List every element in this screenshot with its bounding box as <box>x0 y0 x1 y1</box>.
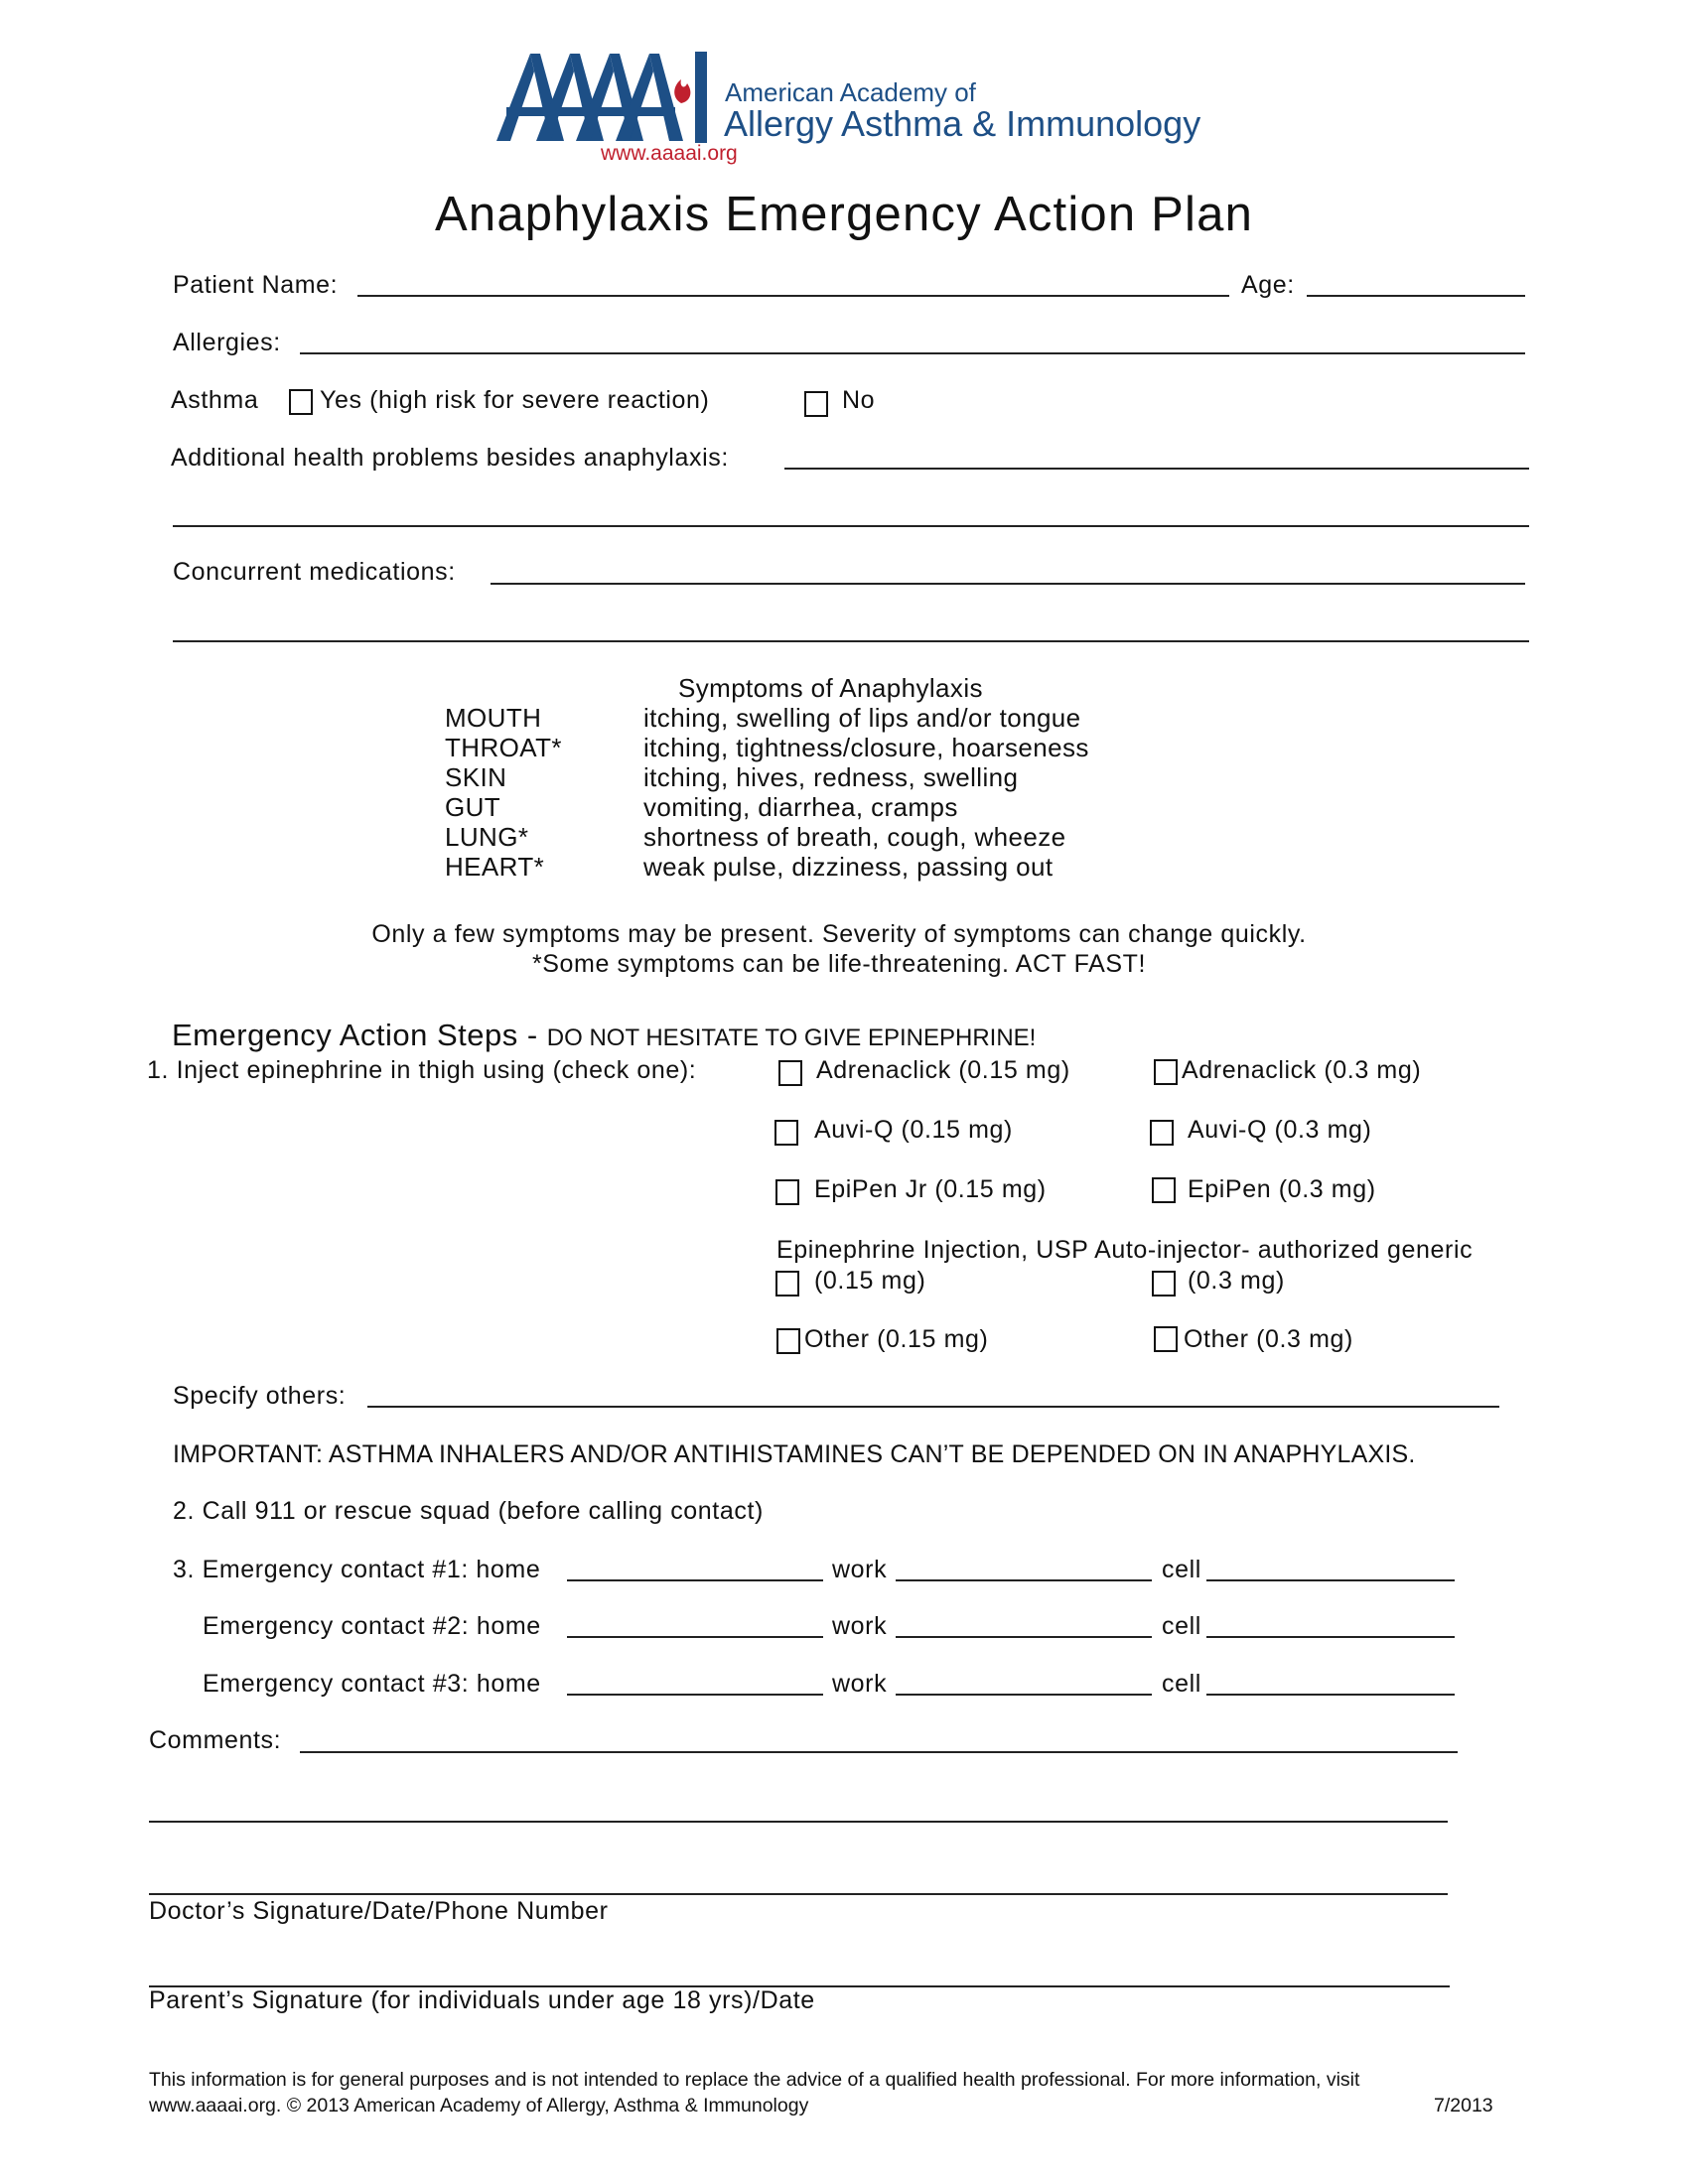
footer-date: 7/2013 <box>1434 2095 1493 2116</box>
contact-3-label: Emergency contact #3: home <box>203 1670 541 1698</box>
contact-2-cell-field[interactable] <box>1206 1636 1455 1638</box>
important-warning: IMPORTANT: ASTHMA INHALERS AND/OR ANTIHISTAMINES CAN’T BE DEPENDED ON IN ANAPHYLAXIS. <box>173 1440 1416 1468</box>
additional-health-field-line2[interactable] <box>173 525 1529 527</box>
generic-auto-injector-label: Epinephrine Injection, USP Auto-injector- authorized generic <box>776 1236 1474 1264</box>
adrenaclick-015-checkbox[interactable] <box>778 1060 802 1086</box>
contact-3-home-field[interactable] <box>567 1694 823 1696</box>
additional-health-label: Additional health problems besides anaphylaxis: <box>171 444 729 472</box>
symptom-description: itching, hives, redness, swelling <box>643 762 1019 792</box>
contact-1-cell-field[interactable] <box>1206 1579 1455 1581</box>
epipen-03-checkbox[interactable] <box>1152 1177 1176 1203</box>
symptom-description: itching, swelling of lips and/or tongue <box>643 703 1081 733</box>
contact-1-work-label: work <box>832 1556 888 1583</box>
contact-1-label: 3. Emergency contact #1: home <box>173 1556 541 1583</box>
epipen-03-label: EpiPen (0.3 mg) <box>1188 1175 1376 1203</box>
contact-3-cell-field[interactable] <box>1206 1694 1455 1696</box>
symptom-description: itching, tightness/closure, hoarseness <box>643 733 1089 762</box>
allergies-label: Allergies: <box>173 329 281 356</box>
adrenaclick-03-label: Adrenaclick (0.3 mg) <box>1182 1056 1422 1084</box>
auvi-q-03-label: Auvi-Q (0.3 mg) <box>1188 1116 1372 1144</box>
step-2-label: 2. Call 911 or rescue squad (before calling contact) <box>173 1497 764 1525</box>
other-03-checkbox[interactable] <box>1154 1326 1178 1352</box>
symptoms-note-2: *Some symptoms can be life-threatening. ACT FAST! <box>531 950 1147 978</box>
other-015-checkbox[interactable] <box>776 1328 800 1354</box>
asthma-no-checkbox[interactable] <box>804 391 828 417</box>
symptom-area: GUT <box>445 792 501 822</box>
contact-2-cell-label: cell <box>1162 1612 1201 1640</box>
concurrent-medications-field-line2[interactable] <box>173 640 1529 642</box>
contact-3-work-label: work <box>832 1670 888 1698</box>
contact-3-cell-label: cell <box>1162 1670 1201 1698</box>
contact-2-work-label: work <box>832 1612 888 1640</box>
steps-heading <box>172 1018 1036 1053</box>
symptom-area: SKIN <box>445 762 507 792</box>
symptom-area: LUNG* <box>445 822 529 852</box>
specify-others-field[interactable] <box>367 1406 1499 1408</box>
generic-015-checkbox[interactable] <box>775 1271 799 1297</box>
contact-2-home-field[interactable] <box>567 1636 823 1638</box>
comments-field-line2[interactable] <box>149 1821 1448 1823</box>
contact-1-cell-label: cell <box>1162 1556 1201 1583</box>
symptom-area: HEART* <box>445 852 545 882</box>
doctor-signature-field[interactable] <box>149 1893 1448 1895</box>
asthma-yes-label: Yes (high risk for severe reaction) <box>320 386 710 414</box>
contact-2-work-field[interactable] <box>896 1636 1152 1638</box>
footer-disclaimer: This information is for general purposes and is not intended to replace the advice of a qualified health professional. For more information, visit <box>149 2069 1360 2091</box>
comments-label: Comments: <box>149 1726 282 1754</box>
symptoms-note-1: Only a few symptoms may be present. Severity of symptoms can change quickly. <box>371 920 1307 948</box>
parent-signature-label: Parent’s Signature (for individuals under age 18 yrs)/Date <box>149 1986 815 2014</box>
patient-name-field[interactable] <box>357 295 1229 297</box>
symptom-description: vomiting, diarrhea, cramps <box>643 792 958 822</box>
age-label: Age: <box>1241 271 1295 299</box>
generic-015-label: (0.15 mg) <box>814 1267 926 1295</box>
auvi-q-03-checkbox[interactable] <box>1150 1120 1174 1146</box>
other-015-label: Other (0.15 mg) <box>804 1325 989 1353</box>
steps-heading-text: Emergency Action Steps - <box>172 1018 547 1052</box>
contact-1-home-field[interactable] <box>567 1579 823 1581</box>
asthma-yes-checkbox[interactable] <box>289 389 313 415</box>
age-field[interactable] <box>1307 295 1525 297</box>
allergies-field[interactable] <box>300 352 1525 354</box>
adrenaclick-03-checkbox[interactable] <box>1154 1059 1178 1085</box>
specify-others-label: Specify others: <box>173 1382 347 1410</box>
step-1-label: 1. Inject epinephrine in thigh using (check one): <box>147 1056 697 1084</box>
epipen-jr-015-label: EpiPen Jr (0.15 mg) <box>814 1175 1047 1203</box>
doctor-signature-label: Doctor’s Signature/Date/Phone Number <box>149 1897 609 1925</box>
adrenaclick-015-label: Adrenaclick (0.15 mg) <box>816 1056 1070 1084</box>
epipen-jr-015-checkbox[interactable] <box>775 1179 799 1205</box>
generic-03-checkbox[interactable] <box>1152 1271 1176 1297</box>
symptom-area: MOUTH <box>445 703 542 733</box>
symptom-description: weak pulse, dizziness, passing out <box>643 852 1054 882</box>
page-title: Anaphylaxis Emergency Action Plan <box>434 188 1254 241</box>
logo-line2: Allergy Asthma & Immunology <box>724 103 1201 144</box>
concurrent-medications-label: Concurrent medications: <box>173 558 456 586</box>
other-03-label: Other (0.3 mg) <box>1184 1325 1353 1353</box>
concurrent-medications-field[interactable] <box>491 583 1525 585</box>
comments-field[interactable] <box>300 1751 1458 1753</box>
generic-03-label: (0.3 mg) <box>1188 1267 1285 1295</box>
auvi-q-015-checkbox[interactable] <box>774 1120 798 1146</box>
auvi-q-015-label: Auvi-Q (0.15 mg) <box>814 1116 1013 1144</box>
asthma-no-label: No <box>842 386 876 414</box>
symptom-area: THROAT* <box>445 733 562 762</box>
logo-url: www.aaaai.org <box>601 142 738 165</box>
logo-line1: American Academy of <box>725 77 976 107</box>
asthma-label: Asthma <box>171 386 259 414</box>
footer-copyright: www.aaaai.org. © 2013 American Academy of Allergy, Asthma & Immunology <box>149 2095 809 2116</box>
symptom-description: shortness of breath, cough, wheeze <box>643 822 1066 852</box>
additional-health-field[interactable] <box>784 468 1529 470</box>
steps-heading-emphasis: DO NOT HESITATE TO GIVE EPINEPHRINE! <box>546 1024 1037 1051</box>
contact-1-work-field[interactable] <box>896 1579 1152 1581</box>
symptoms-title: Symptoms of Anaphylaxis <box>678 673 983 703</box>
patient-name-label: Patient Name: <box>173 271 339 299</box>
aaaai-logo-mark-icon <box>496 52 720 143</box>
contact-3-work-field[interactable] <box>896 1694 1152 1696</box>
contact-2-label: Emergency contact #2: home <box>203 1612 541 1640</box>
